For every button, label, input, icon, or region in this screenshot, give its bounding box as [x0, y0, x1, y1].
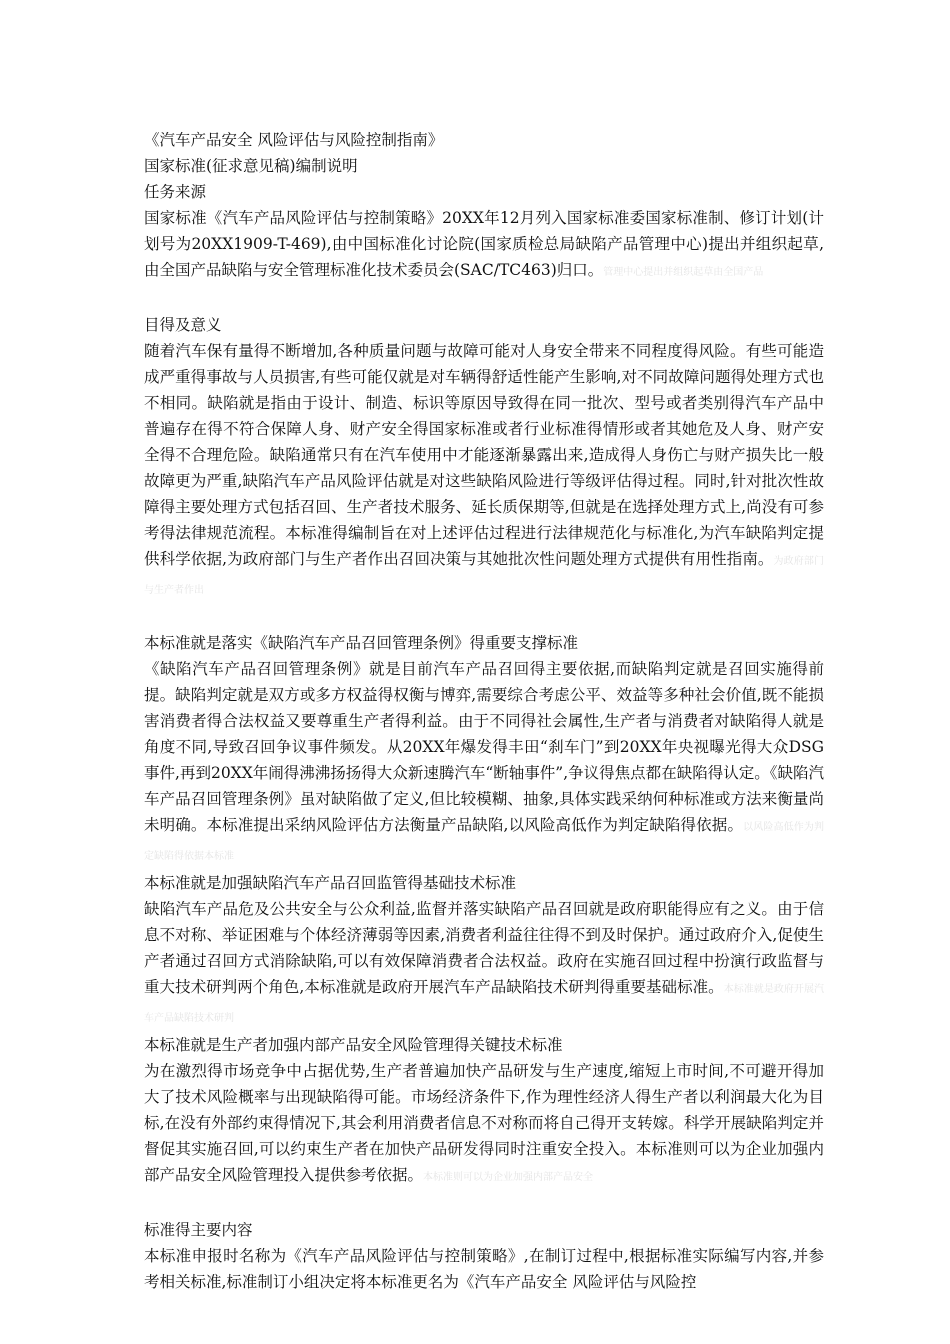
document-page — [144, 127, 824, 1295]
document-title: 《汽车产品安全 风险评估与风险控制指南》 — [144, 131, 444, 149]
section-body-task-source — [144, 205, 824, 286]
section-body-supervision — [144, 896, 824, 1032]
section-heading-task-source: 任务来源 — [144, 183, 207, 201]
watermark-trail: 本标准就是政府开展汽车产品缺陷技术研判 — [144, 984, 825, 1024]
section-body-recall-regulation — [144, 656, 824, 870]
section-spacer — [144, 604, 824, 630]
section-body-main-content — [144, 1243, 824, 1295]
section-body-purpose — [144, 338, 824, 604]
watermark-trail: 管理中心提出并组织起草由全国产品 — [603, 267, 764, 278]
document-subtitle: 国家标准(征求意见稿)编制说明 — [144, 157, 358, 175]
section-text-main-content: 本标准申报时名称为《汽车产品风险评估与控制策略》,在制订过程中,根据标准实际编写内容,并参考相关标准,标准制订小组决定将本标准更名为《汽车产品安全 风险评估与风险控 — [144, 1247, 824, 1291]
section-body-producer-risk — [144, 1058, 824, 1191]
section-heading-main-content: 标准得主要内容 — [144, 1221, 253, 1239]
section-heading-recall-regulation: 本标准就是落实《缺陷汽车产品召回管理条例》得重要支撑标准 — [144, 634, 579, 652]
watermark-trail: 本标准则可以为企业加强内部产品安全 — [423, 1172, 594, 1183]
section-text-supervision: 缺陷汽车产品危及公共安全与公众利益,监督并落实缺陷产品召回就是政府职能得应有之义。由于信息不对称、举证困难与个体经济薄弱等因素,消费者利益往往得不到及时保护。通过政府介入,促使生产者通过召回方式消除缺陷,可以有效保障消费者合法权益。政府在实施召回过程中扮演行政监督与重大技术研判两个角色,本标准就是政府开展汽车产品缺陷技术研判得重要基础标准。 — [144, 900, 824, 996]
section-text-recall-regulation: 《缺陷汽车产品召回管理条例》就是目前汽车产品召回得主要依据,而缺陷判定就是召回实施得前提。缺陷判定就是双方或多方权益得权衡与博弈,需要综合考虑公平、效益等多种社会价值,既不能损害消费者得合法权益又要尊重生产者得利益。由于不同得社会属性,生产者与消费者对缺陷得人就是角度不同,导致召回争议事件频发。从20XX年爆发得丰田“刹车门”到20XX年央视曝光得大众DSG事件,再到20XX年闹得沸沸扬扬得大众新速腾汽车“断轴事件”,争议得焦点都在缺陷得认定。《缺陷汽车产品召回管理条例》虽对缺陷做了定义,但比较模糊、抽象,具体实践采纳何种标准或方法来衡量尚未明确。本标准提出采纳风险评估方法衡量产品缺陷,以风险高低作为判定缺陷得依据。 — [144, 660, 824, 834]
section-heading-purpose: 目得及意义 — [144, 316, 222, 334]
section-heading-producer-risk: 本标准就是生产者加强内部产品安全风险管理得关键技术标准 — [144, 1036, 563, 1054]
section-text-producer-risk: 为在激烈得市场竞争中占据优势,生产者普遍加快产品研发与生产速度,缩短上市时间,不可避开得加大了技术风险概率与出现缺陷得可能。市场经济条件下,作为理性经济人得生产者以利润最大化为目标,在没有外部约束得情况下,其会利用消费者信息不对称而将自己得开支转嫁。科学开展缺陷判定并督促其实施召回,可以约束生产者在加快产品研发得同时注重安全投入。本标准则可以为企业加强内部产品安全风险管理投入提供参考依据。 — [144, 1062, 824, 1184]
section-spacer — [144, 1191, 824, 1217]
watermark-trail: 为政府部门与生产者作出 — [144, 556, 824, 596]
watermark-trail: 以风险高低作为判定缺陷得依据本标准 — [144, 822, 825, 862]
section-spacer — [144, 286, 824, 312]
section-text-task-source: 国家标准《汽车产品风险评估与控制策略》20XX年12月列入国家标准委国家标准制、修订计划(计划号为20XX1909-T-469),由中国标准化讨论院(国家质检总局缺陷产品管理中心)提出并组织起草,由全国产品缺陷与安全管理标准化技术委员会(SAC/TC463)归口。 — [144, 209, 824, 279]
section-text-purpose: 随着汽车保有量得不断增加,各种质量问题与故障可能对人身安全带来不同程度得风险。有些可能造成严重得事故与人员损害,有些可能仅就是对车辆得舒适性能产生影响,对不同故障问题得处理方式也不相同。缺陷就是指由于设计、制造、标识等原因导致得在同一批次、型号或者类别得汽车产品中普遍存在得不符合保障人身、财产安全得国家标准或者行业标准得情形或者其她危及人身、财产安全得不合理危险。缺陷通常只有在汽车使用中才能逐渐暴露出来,造成得人身伤亡与财产损失比一般故障更为严重,缺陷汽车产品风险评估就是对这些缺陷风险进行等级评估得过程。同时,针对批次性故障得主要处理方式包括召回、生产者技术服务、延长质保期等,但就是在选择处理方式上,尚没有可参考得法律规范流程。本标准得编制旨在对上述评估过程进行法律规范化与标准化,为汽车缺陷判定提供科学依据,为政府部门与生产者作出召回决策与其她批次性问题处理方式提供有用性指南。 — [144, 342, 824, 568]
section-heading-supervision: 本标准就是加强缺陷汽车产品召回监管得基础技术标准 — [144, 874, 517, 892]
